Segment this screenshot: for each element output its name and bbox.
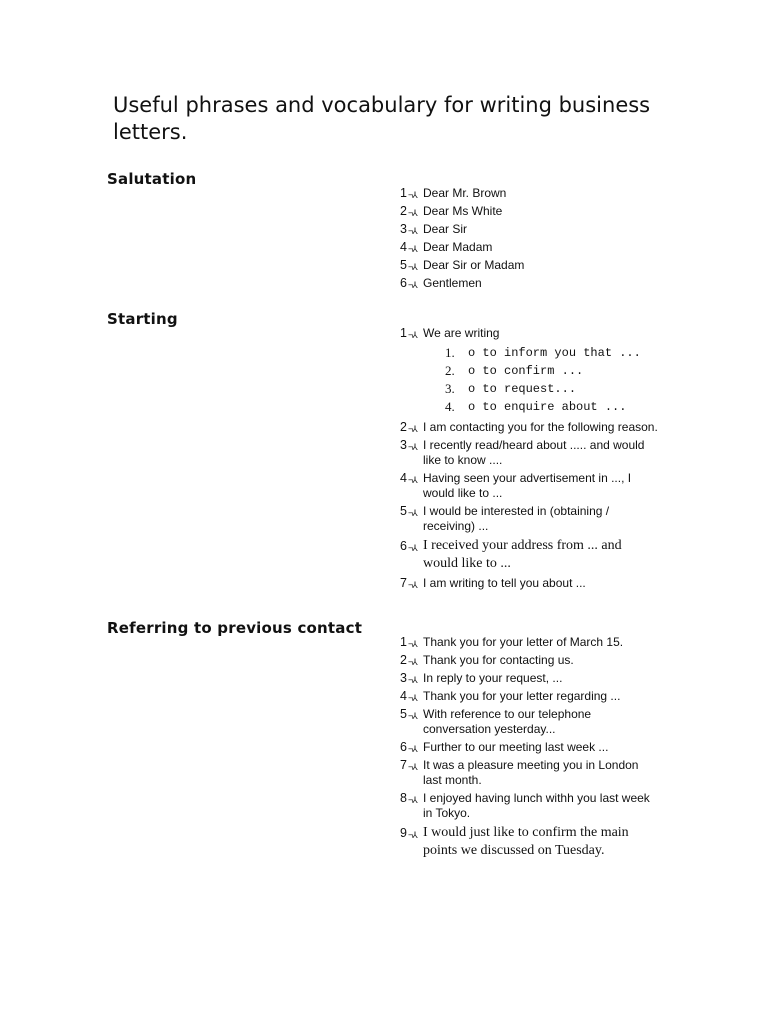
bullet-icon: ¬⅄ xyxy=(408,424,417,434)
item-number: 4 xyxy=(400,240,407,254)
list-item xyxy=(400,689,660,704)
item-text: I would be interested in (obtaining / receiving) ... xyxy=(423,504,610,533)
heading-salutation: Salutation xyxy=(107,170,197,188)
item-number: 1 xyxy=(400,635,407,649)
list-item xyxy=(400,471,660,501)
item-number: 5 xyxy=(400,258,407,272)
item-text: Having seen your advertisement in ..., I would like to ... xyxy=(423,471,632,500)
list-item xyxy=(400,258,660,273)
list-item xyxy=(400,758,660,788)
list-item xyxy=(400,791,660,821)
sub-item-number: 4. xyxy=(445,399,455,414)
item-number: 5 xyxy=(400,707,407,721)
list-item xyxy=(400,653,660,668)
list-item xyxy=(400,240,660,255)
bullet-icon: ¬⅄ xyxy=(408,744,417,754)
item-text: Dear Madam xyxy=(423,240,493,254)
bullet-icon: ¬⅄ xyxy=(408,226,417,236)
bullet-icon: ¬⅄ xyxy=(408,330,417,340)
bullet-icon: ¬⅄ xyxy=(408,795,417,805)
item-number: 6 xyxy=(400,740,407,754)
list-item xyxy=(400,671,660,686)
page-title: Useful phrases and vocabulary for writing business letters. xyxy=(113,93,651,144)
item-number: 9 xyxy=(400,826,407,840)
item-text: I recently read/heard about ..... and would like to know .... xyxy=(423,438,645,467)
item-number: 3 xyxy=(400,438,407,452)
item-text: I enjoyed having lunch withh you last week in Tokyo. xyxy=(423,791,650,820)
sub-list xyxy=(423,344,660,416)
item-number: 1 xyxy=(400,186,407,200)
salutation-list xyxy=(400,186,660,294)
sub-item-number: 2. xyxy=(445,363,455,378)
bullet-icon: ¬⅄ xyxy=(408,693,417,703)
sub-list-item xyxy=(423,380,660,398)
item-text: We are writing xyxy=(423,326,500,340)
starting-list xyxy=(400,326,660,594)
item-text: In reply to your request, ... xyxy=(423,671,563,685)
sub-item-text: o to confirm ... xyxy=(468,364,584,378)
list-item xyxy=(400,824,660,860)
bullet-icon: ¬⅄ xyxy=(408,711,417,721)
item-text: Thank you for your letter of March 15. xyxy=(423,635,624,649)
item-text: Gentlemen xyxy=(423,276,482,290)
bullet-icon: ¬⅄ xyxy=(408,543,417,553)
item-text: I received your address from ... and would like to ... xyxy=(423,538,622,571)
list-item xyxy=(400,635,660,650)
bullet-icon: ¬⅄ xyxy=(408,675,417,685)
item-text: I am writing to tell you about ... xyxy=(423,576,586,590)
item-text: It was a pleasure meeting you in London last month. xyxy=(423,758,639,787)
bullet-icon: ¬⅄ xyxy=(408,639,417,649)
list-item xyxy=(400,576,660,591)
list-item xyxy=(400,420,660,435)
list-item xyxy=(400,326,660,416)
item-number: 6 xyxy=(400,276,407,290)
item-number: 1 xyxy=(400,326,407,340)
bullet-icon: ¬⅄ xyxy=(408,244,417,254)
item-number: 3 xyxy=(400,671,407,685)
list-item xyxy=(400,537,660,573)
bullet-icon: ¬⅄ xyxy=(408,580,417,590)
bullet-icon: ¬⅄ xyxy=(408,280,417,290)
bullet-icon: ¬⅄ xyxy=(408,190,417,200)
item-number: 4 xyxy=(400,471,407,485)
item-number: 2 xyxy=(400,204,407,218)
item-number: 2 xyxy=(400,420,407,434)
list-item xyxy=(400,438,660,468)
sub-list-item xyxy=(423,362,660,380)
item-number: 3 xyxy=(400,222,407,236)
item-text: Thank you for your letter regarding ... xyxy=(423,689,621,703)
list-item xyxy=(400,204,660,219)
bullet-icon: ¬⅄ xyxy=(408,475,417,485)
sub-list-item xyxy=(423,344,660,362)
list-item xyxy=(400,186,660,201)
item-number: 4 xyxy=(400,689,407,703)
item-number: 5 xyxy=(400,504,407,518)
item-text: Dear Sir or Madam xyxy=(423,258,525,272)
item-text: Further to our meeting last week ... xyxy=(423,740,609,754)
item-text: Dear Sir xyxy=(423,222,468,236)
item-number: 2 xyxy=(400,653,407,667)
item-number: 8 xyxy=(400,791,407,805)
bullet-icon: ¬⅄ xyxy=(408,208,417,218)
list-item xyxy=(400,707,660,737)
sub-item-number: 1. xyxy=(445,345,455,360)
item-text: I would just like to confirm the main points we discussed on Tuesday. xyxy=(423,825,629,858)
bullet-icon: ¬⅄ xyxy=(408,830,417,840)
bullet-icon: ¬⅄ xyxy=(408,657,417,667)
item-text: Thank you for contacting us. xyxy=(423,653,574,667)
heading-starting: Starting xyxy=(107,310,178,328)
sub-item-text: o to inform you that ... xyxy=(468,346,641,360)
sub-item-number: 3. xyxy=(445,381,455,396)
heading-referring: Referring to previous contact xyxy=(107,619,363,637)
bullet-icon: ¬⅄ xyxy=(408,442,417,452)
list-item xyxy=(400,504,660,534)
referring-list xyxy=(400,635,660,863)
item-text: Dear Mr. Brown xyxy=(423,186,507,200)
item-number: 7 xyxy=(400,576,407,590)
item-text: I am contacting you for the following reason. xyxy=(423,420,658,434)
sub-item-text: o to enquire about ... xyxy=(468,400,627,414)
list-item xyxy=(400,740,660,755)
list-item xyxy=(400,276,660,291)
sub-item-text: o to request... xyxy=(468,382,577,396)
bullet-icon: ¬⅄ xyxy=(408,262,417,272)
item-text: Dear Ms White xyxy=(423,204,503,218)
sub-list-item xyxy=(423,398,660,416)
item-text: With reference to our telephone conversation yesterday... xyxy=(423,707,592,736)
bullet-icon: ¬⅄ xyxy=(408,508,417,518)
item-number: 6 xyxy=(400,539,407,553)
list-item xyxy=(400,222,660,237)
item-number: 7 xyxy=(400,758,407,772)
bullet-icon: ¬⅄ xyxy=(408,762,417,772)
